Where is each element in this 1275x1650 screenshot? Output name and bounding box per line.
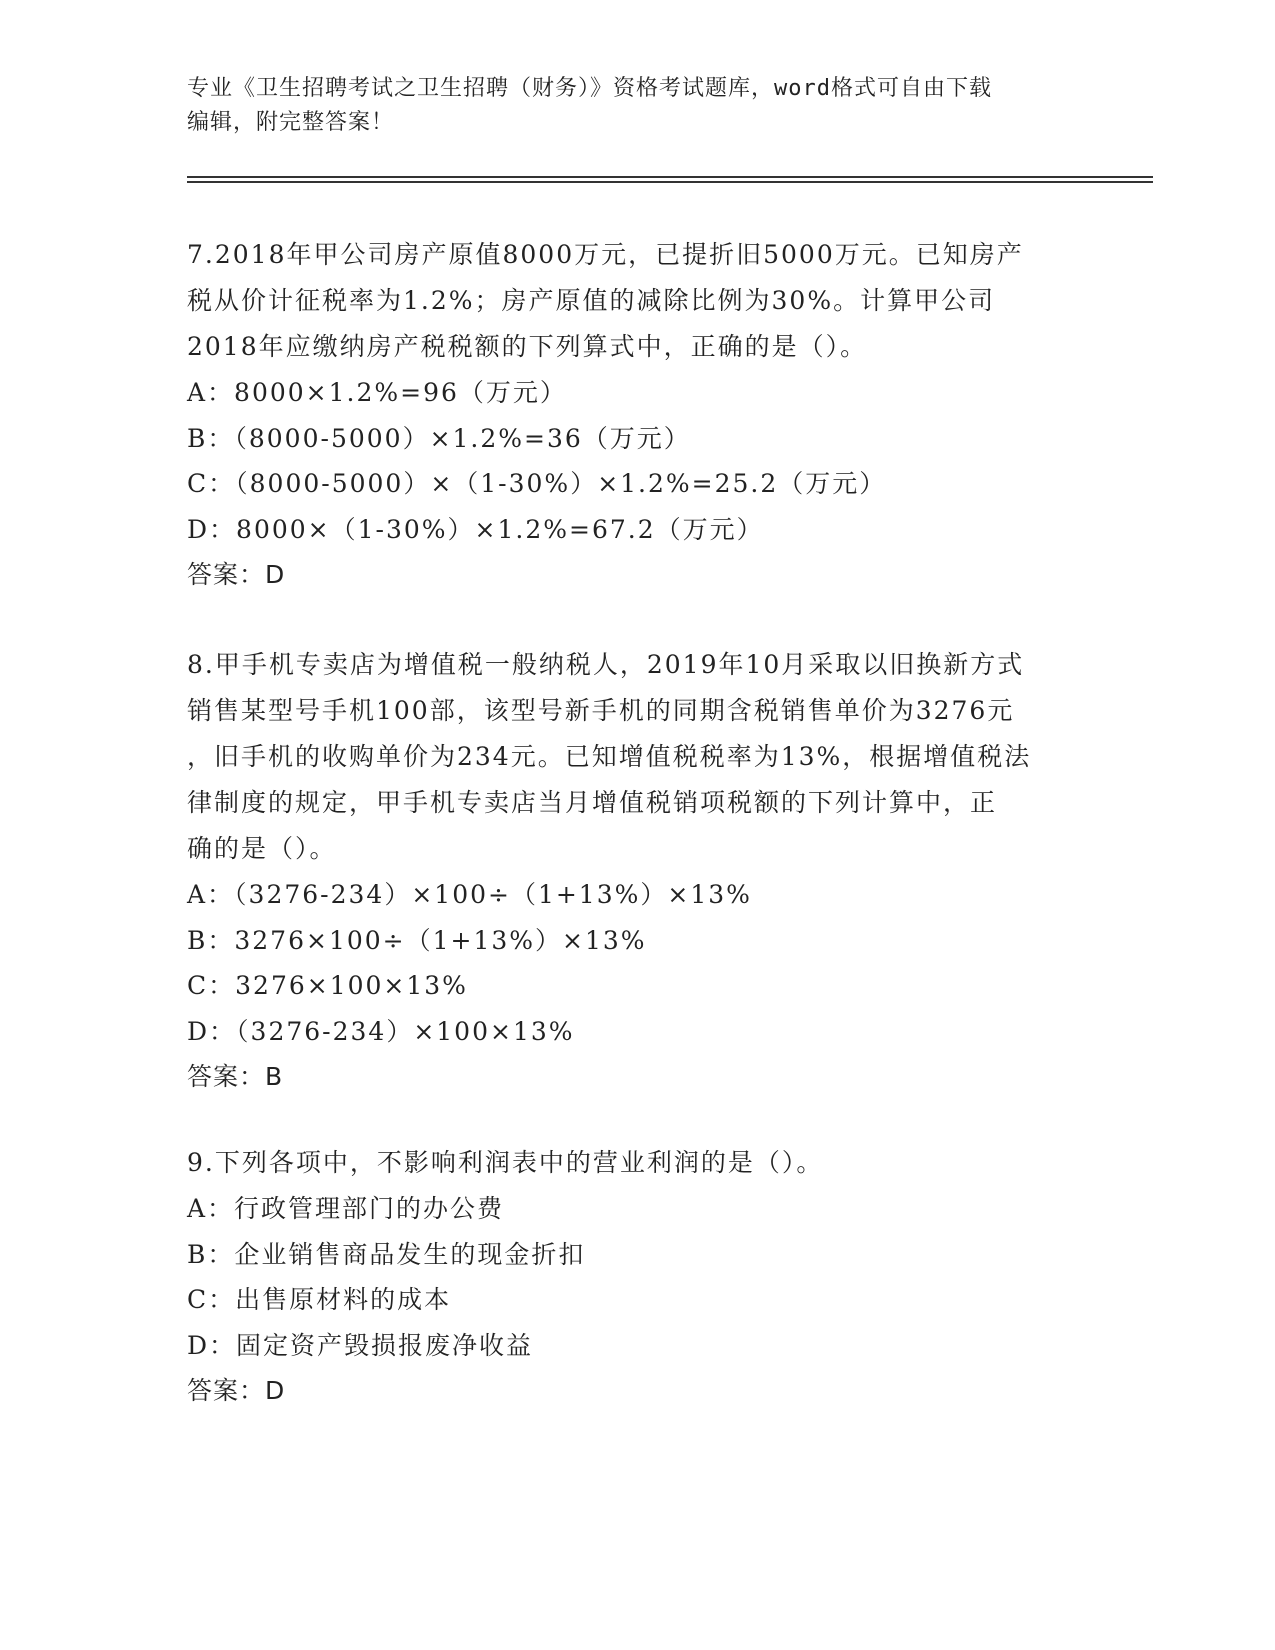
option-a: A：8000×1.2%=96（万元） — [187, 378, 567, 407]
question-stem-line: 确的是（）。 — [187, 834, 337, 863]
option-a: A：行政管理部门的办公费 — [187, 1194, 505, 1223]
question-stem-line: 7.2018年甲公司房产原值8000万元，已提折旧5000万元。已知房产 — [187, 240, 1024, 269]
option-c: C：3276×100×13% — [187, 971, 468, 1000]
question-9 — [187, 1140, 1087, 1414]
question-stem-line: 8.甲手机专卖店为增值税一般纳税人，2019年10月采取以旧换新方式 — [187, 650, 1025, 679]
answer: 答案：D — [187, 560, 286, 589]
option-b: B：3276×100÷（1+13%）×13% — [187, 925, 647, 955]
option-c: C：出售原材料的成本 — [187, 1285, 452, 1314]
question-8 — [187, 642, 1087, 1100]
question-7 — [187, 232, 1087, 598]
option-d: D：8000×（1-30%）×1.2%=67.2（万元） — [187, 514, 764, 544]
option-d: D：（3276-234）×100×13% — [187, 1016, 575, 1046]
header-line: 专业《卫生招聘考试之卫生招聘（财务）》资格考试题库，word格式可自由下载 — [187, 76, 992, 101]
answer: 答案：D — [187, 1376, 286, 1405]
answer: 答案：B — [187, 1062, 284, 1091]
option-d: D：固定资产毁损报废净收益 — [187, 1330, 534, 1360]
question-stem-line: 2018年应缴纳房产税税额的下列算式中，正确的是（）。 — [187, 332, 868, 361]
header-line: 编辑，附完整答案！ — [187, 110, 395, 135]
question-stem-line: ，旧手机的收购单价为234元。已知增值税税率为13%，根据增值税法 — [187, 742, 1032, 771]
question-stem-line: 律制度的规定，甲手机专卖店当月增值税销项税额的下列计算中，正 — [187, 788, 998, 817]
option-b: B：（8000-5000）×1.2%=36（万元） — [187, 423, 691, 453]
header-divider — [187, 181, 1153, 183]
option-c: C：（8000-5000）×（1-30%）×1.2%=25.2（万元） — [187, 469, 887, 498]
header-divider — [187, 176, 1153, 178]
document-header — [187, 72, 1087, 140]
option-b: B：企业销售商品发生的现金折扣 — [187, 1239, 586, 1269]
question-stem-line: 9.下列各项中，不影响利润表中的营业利润的是（）。 — [187, 1148, 824, 1177]
question-stem-line: 税从价计征税率为1.2%；房产原值的减除比例为30%。计算甲公司 — [187, 286, 996, 315]
option-a: A：（3276-234）×100÷（1+13%）×13% — [187, 880, 752, 909]
question-stem-line: 销售某型号手机100部，该型号新手机的同期含税销售单价为3276元 — [187, 696, 1015, 725]
